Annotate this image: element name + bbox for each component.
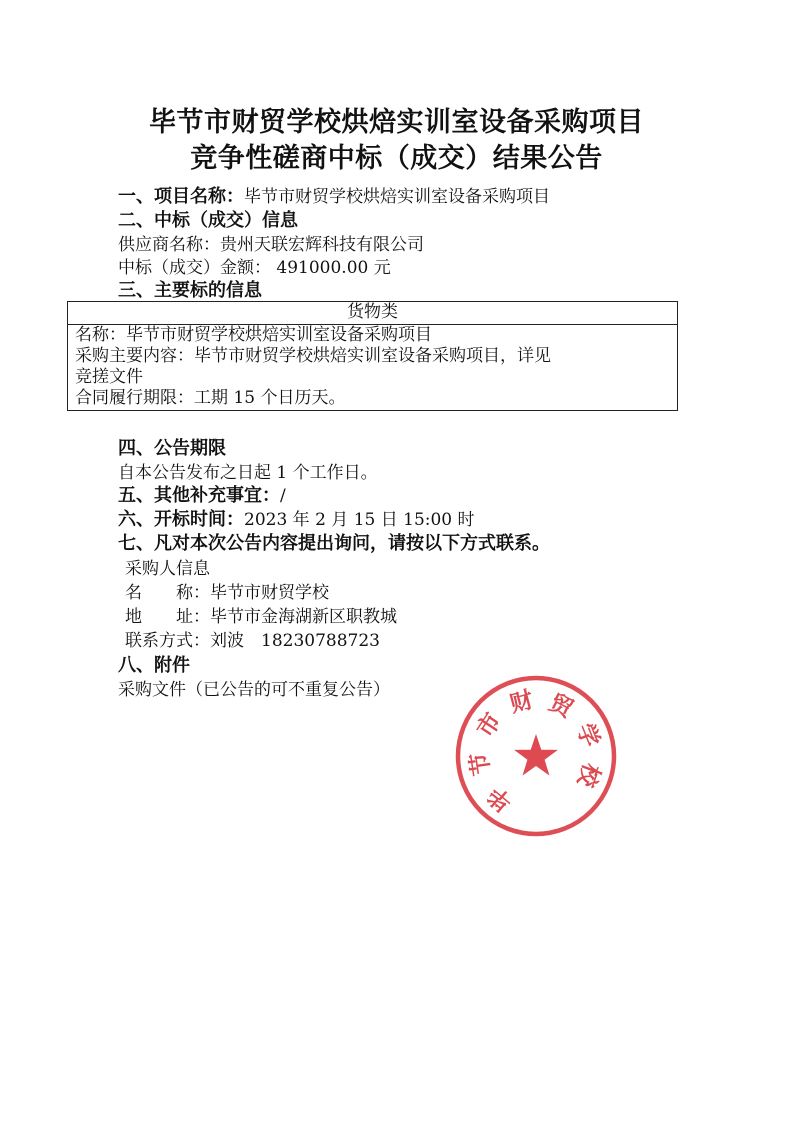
seal-char: 毕	[482, 781, 518, 817]
purchaser-contact: 联系方式：刘波 18230788723	[125, 631, 380, 651]
section-6	[118, 509, 475, 531]
title-line-1: 毕节市财贸学校烘焙实训室设备采购项目	[149, 107, 644, 138]
section-3-heading: 三、主要标的信息	[118, 280, 262, 301]
section-4-text: 自本公告发布之日起 1 个工作日。	[118, 463, 378, 483]
section-5-heading: 五、其他补充事宜：	[118, 485, 280, 506]
seal-char: 学	[571, 719, 605, 751]
goods-content-line-2: 竞搓文件	[75, 367, 143, 387]
section-7-heading: 七、凡对本次公告内容提出询问，请按以下方式联系。	[118, 533, 550, 554]
section-5	[118, 485, 286, 507]
goods-name-line: 名称：毕节市财贸学校烘焙实训室设备采购项目	[75, 325, 432, 345]
seal-char: 节	[465, 750, 496, 778]
section-8-heading: 八、附件	[118, 655, 190, 676]
amount-line: 中标（成交）金额： 491000.00 元	[118, 258, 391, 278]
project-name: 毕节市财贸学校烘焙实训室设备采购项目	[244, 187, 550, 207]
purchaser-name: 名 称：毕节市财贸学校	[125, 583, 329, 603]
purchaser-label: 采购人信息	[125, 559, 210, 579]
seal-star-icon	[514, 734, 558, 776]
goods-period-line: 合同履行期限：工期 15 个日历天。	[75, 388, 346, 408]
purchaser-address: 地 址：毕节市金海湖新区职教城	[125, 607, 397, 627]
seal-char: 校	[571, 759, 606, 791]
opening-time: 2023 年 2 月 15 日 15:00 时	[244, 510, 475, 530]
seal-char: 贸	[544, 688, 578, 724]
section-5-value: /	[280, 486, 286, 506]
section-1-heading: 一、项目名称：	[118, 186, 244, 207]
goods-table-body	[68, 325, 678, 411]
goods-table-header: 货物类	[68, 302, 678, 325]
seal-char: 财	[506, 685, 537, 718]
attachment-text: 采购文件（已公告的可不重复公告）	[118, 680, 390, 700]
section-6-heading: 六、开标时间：	[118, 509, 244, 530]
supplier-line: 供应商名称：贵州天联宏辉科技有限公司	[118, 235, 424, 255]
section-1	[118, 186, 550, 208]
goods-content-line-1: 采购主要内容：毕节市财贸学校烘焙实训室设备采购项目，详见	[75, 346, 551, 366]
official-seal-stamp	[452, 672, 620, 840]
section-2-heading: 二、中标（成交）信息	[118, 210, 298, 231]
section-4-heading: 四、公告期限	[118, 438, 226, 459]
seal-char: 市	[471, 708, 507, 743]
goods-table	[67, 301, 678, 411]
title-line-2: 竞争性磋商中标（成交）结果公告	[190, 143, 603, 174]
